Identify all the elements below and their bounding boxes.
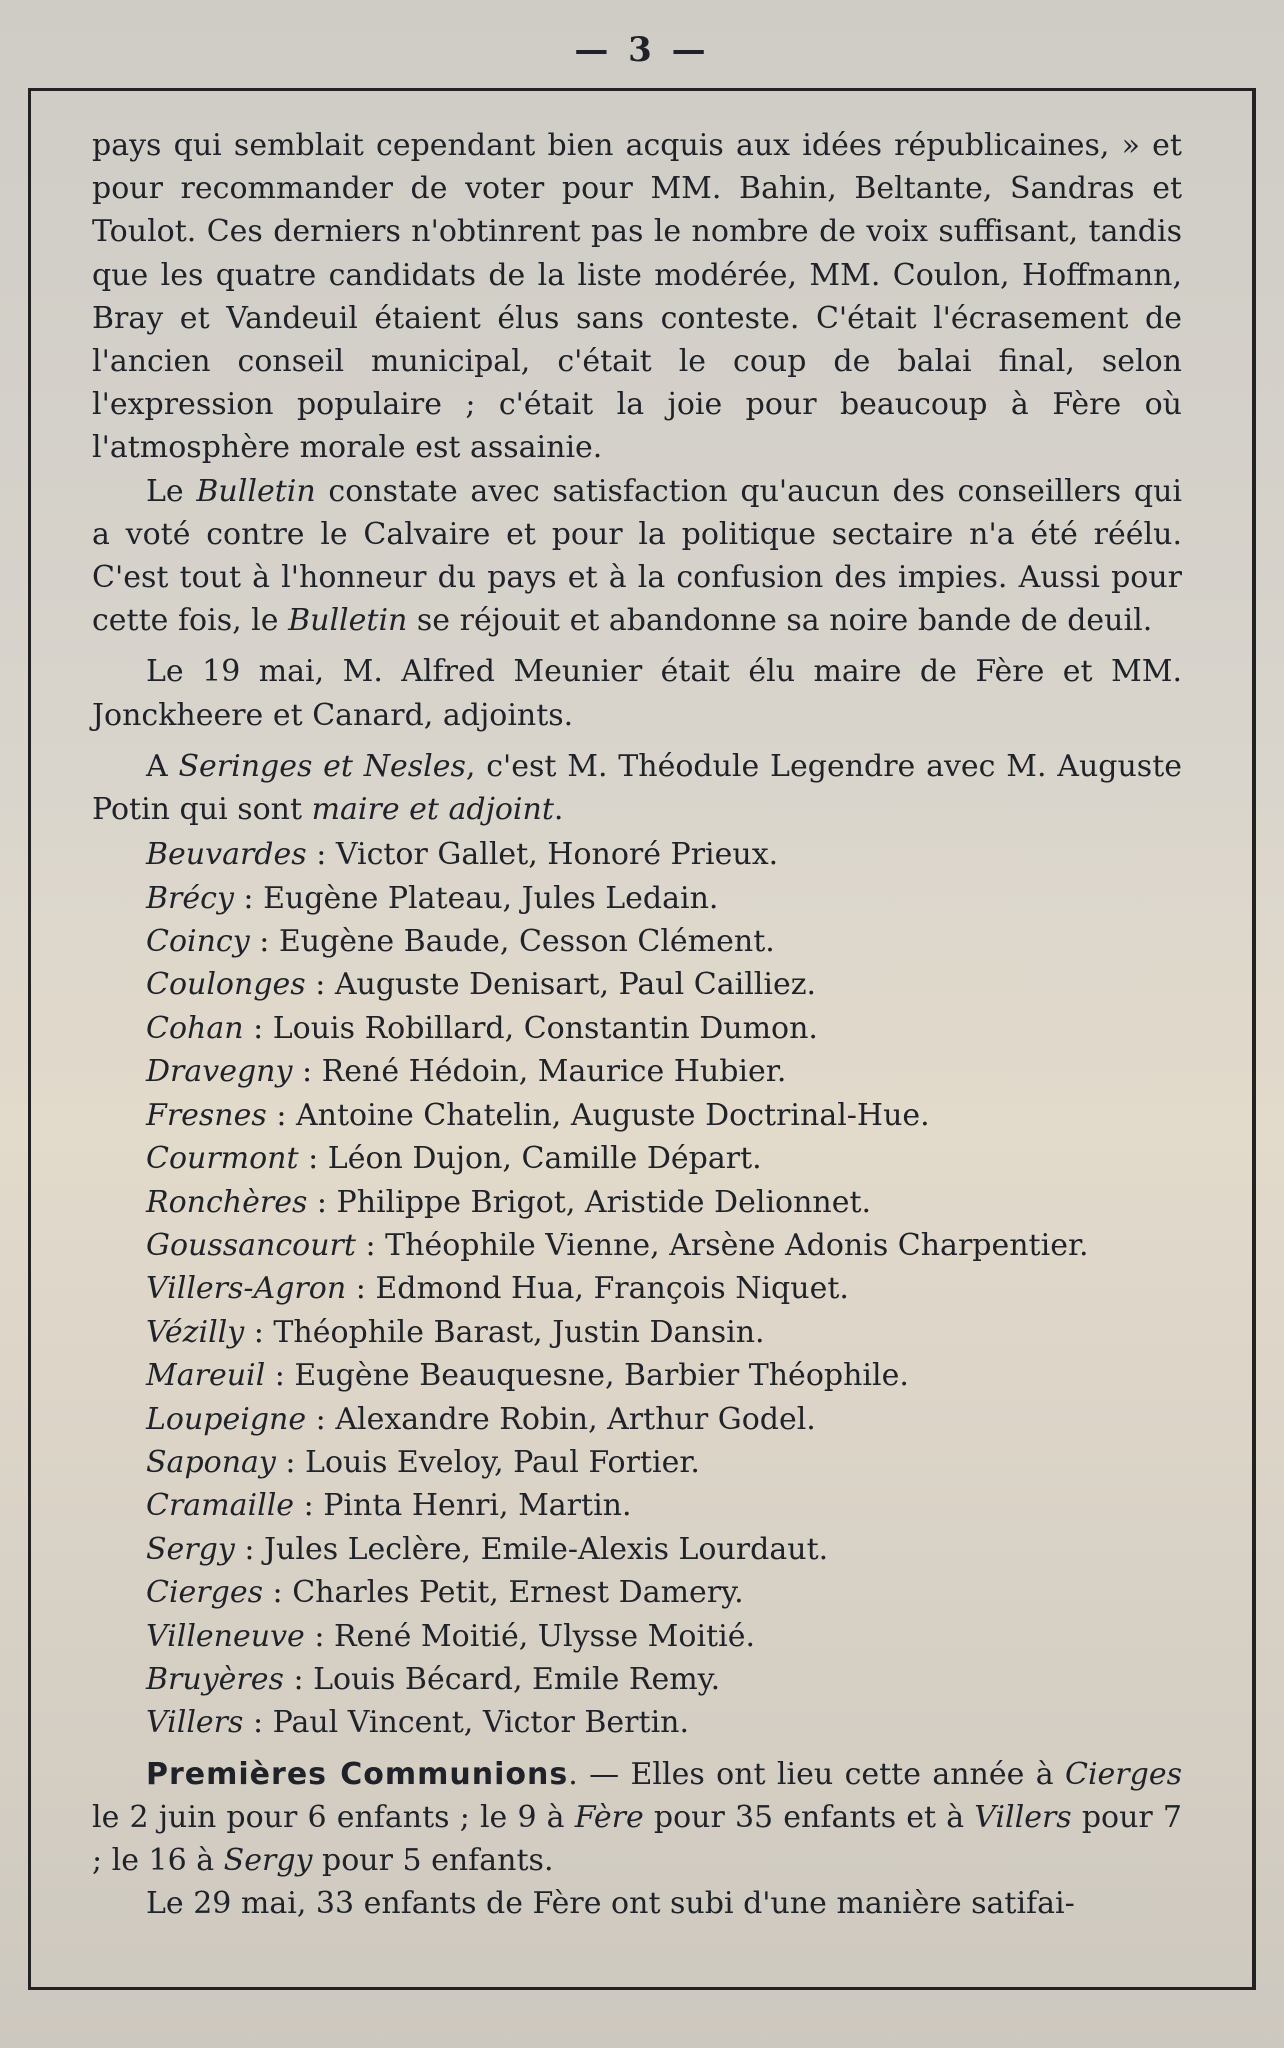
commune-name: Beuvardes <box>146 837 307 873</box>
separator: : <box>243 1010 273 1046</box>
commune-name: Goussancourt <box>146 1227 356 1263</box>
separator: : <box>298 1141 328 1177</box>
commune-name: Cierges <box>1065 1756 1182 1792</box>
separator: : <box>234 1531 264 1567</box>
commune-officials: René Hédoin, Maurice Hubier. <box>321 1054 787 1090</box>
commune-entry <box>146 1094 1182 1137</box>
commune-name: Bruyères <box>146 1661 284 1697</box>
commune-name: Fère <box>574 1799 644 1835</box>
commune-name: Villers <box>974 1799 1072 1835</box>
commune-entry <box>146 1398 1182 1441</box>
separator: : <box>275 1444 306 1480</box>
text-run: . — Elles ont lieu cette année à <box>568 1756 1065 1792</box>
commune-name: Cohan <box>146 1010 244 1046</box>
commune-entry <box>146 1050 1182 1093</box>
commune-entry <box>146 1181 1182 1224</box>
paragraph-mayor-fere: Le 19 mai, M. Alfred Meunier était élu maire de Fère et MM. Jonckheere et Canard, adjoints. <box>92 654 1182 733</box>
commune-name: Mareuil <box>146 1358 266 1394</box>
commune-officials: René Moitié, Ulysse Moitié. <box>333 1618 755 1654</box>
separator: : <box>306 837 336 873</box>
commune-name: Ronchères <box>146 1184 308 1220</box>
commune-officials: Philippe Brigot, Aristide Delionnet. <box>336 1184 872 1220</box>
commune-officials: Paul Vincent, Victor Bertin. <box>272 1705 690 1741</box>
commune-entry <box>146 1441 1182 1484</box>
commune-entry <box>146 1701 1182 1744</box>
commune-entry <box>146 1007 1182 1050</box>
commune-officials: Eugène Baude, Cesson Clément. <box>278 924 775 960</box>
page-body <box>92 124 1182 1926</box>
separator: : <box>283 1661 314 1697</box>
text-run: se réjouit et abandonne sa noire bande de deuil. <box>407 603 1153 639</box>
separator: : <box>355 1227 386 1263</box>
commune-officials: Théophile Barast, Justin Dansin. <box>273 1314 765 1350</box>
commune-name: Courmont <box>146 1141 299 1177</box>
commune-name: Coincy <box>146 924 250 960</box>
separator: : <box>346 1271 376 1307</box>
commune-entry <box>146 920 1182 963</box>
separator: : <box>233 880 264 916</box>
separator: : <box>244 1314 274 1350</box>
commune-name: Villers-Agron <box>146 1271 347 1307</box>
separator: : <box>305 967 335 1003</box>
commune-list <box>92 833 1182 1745</box>
page-number: — 3 — <box>574 30 710 70</box>
text-run: constate avec satisfaction qu'aucun des conseillers qui a voté contre le Calvaire et pour la politique sectaire n'a été réélu. C'est tout à l'honneur du pays et à la confusion des impies. Aussi pour cette fois, le <box>92 473 1182 639</box>
separator: : <box>306 1401 336 1437</box>
commune-name: Cierges <box>146 1575 263 1611</box>
commune-officials: Jules Leclère, Emile-Alexis Lourdaut. <box>264 1531 829 1567</box>
commune-entry <box>146 833 1182 876</box>
text-run: le 2 juin pour 6 enfants ; le 9 à <box>92 1799 575 1835</box>
text-run: pour 35 enfants et à <box>643 1799 975 1835</box>
commune-entry <box>146 1615 1182 1658</box>
commune-name: Coulonges <box>146 967 306 1003</box>
commune-officials: Louis Bécard, Emile Remy. <box>313 1661 721 1697</box>
paragraph-bulletin <box>92 470 1182 643</box>
text-run: A <box>146 748 179 784</box>
commune-name: Loupeigne <box>146 1401 307 1437</box>
role-text: maire et adjoint <box>311 792 554 828</box>
commune-officials: Louis Robillard, Constantin Dumon. <box>272 1010 818 1046</box>
commune-officials: Eugène Plateau, Jules Ledain. <box>263 880 719 916</box>
text-run: . <box>553 792 564 828</box>
bulletin-title: Bulletin <box>196 473 316 509</box>
separator: : <box>294 1488 324 1524</box>
commune-name: Brécy <box>146 880 234 916</box>
separator: : <box>292 1054 322 1090</box>
commune-name: Seringes et Nesles <box>178 748 466 784</box>
separator: : <box>304 1618 334 1654</box>
commune-entry <box>146 1528 1182 1571</box>
commune-officials: Théophile Vienne, Arsène Adonis Charpentier. <box>385 1227 1089 1263</box>
commune-entry <box>146 1224 1182 1267</box>
commune-entry <box>146 1267 1182 1310</box>
paragraph-election-result: pays qui semblait cependant bien acquis aux idées républicaines, » et pour recommander de voter pour MM. Bahin, Beltante, Sandras et Toulot. Ces derniers n'obtinrent pas le nombre de voix suffisant, tandis que les quatre candidats de la liste modérée, MM. Coulon, Hoffmann, Bray et Vandeuil étaient élus sans conteste. C'était l'écrasement de l'ancien conseil municipal, c'était le coup de balai final, selon l'expression populaire ; c'était la joie pour beaucoup à Fère où l'atmosphère morale est assainie. <box>92 128 1182 466</box>
separator: : <box>243 1705 273 1741</box>
commune-officials: Victor Gallet, Honoré Prieux. <box>335 837 779 873</box>
commune-entry <box>146 1311 1182 1354</box>
separator: : <box>266 1097 296 1133</box>
paragraph-last-line: Le 29 mai, 33 enfants de Fère ont subi d'une manière satifai- <box>146 1886 1075 1922</box>
commune-name: Sergy <box>146 1531 235 1567</box>
separator: : <box>249 924 279 960</box>
commune-name: Vézilly <box>146 1314 245 1350</box>
commune-officials: Charles Petit, Ernest Damery. <box>292 1575 744 1611</box>
paragraph-communions <box>92 1753 1182 1883</box>
section-heading: Premières Communions <box>146 1756 569 1792</box>
commune-entry <box>146 1571 1182 1614</box>
commune-entry <box>146 1354 1182 1397</box>
commune-name: Fresnes <box>146 1097 267 1133</box>
commune-officials: Edmond Hua, François Niquet. <box>375 1271 849 1307</box>
paragraph-seringes <box>92 745 1182 831</box>
commune-officials: Antoine Chatelin, Auguste Doctrinal-Hue. <box>295 1097 930 1133</box>
commune-name: Saponay <box>146 1444 276 1480</box>
commune-officials: Auguste Denisart, Paul Cailliez. <box>334 967 817 1003</box>
text-run: pour 7 ; le 16 à <box>92 1799 1182 1879</box>
commune-name: Sergy <box>223 1843 313 1879</box>
commune-officials: Louis Eveloy, Paul Fortier. <box>305 1444 700 1480</box>
commune-entry <box>146 877 1182 920</box>
text-run: , c'est M. Théodule Legendre avec M. Auguste Potin qui sont <box>92 748 1183 828</box>
commune-entry <box>146 1658 1182 1701</box>
separator: : <box>265 1358 295 1394</box>
commune-name: Cramaille <box>146 1488 295 1524</box>
commune-entry <box>146 1137 1182 1180</box>
commune-name: Dravegny <box>146 1054 293 1090</box>
text-run: pour 5 enfants. <box>312 1843 554 1879</box>
commune-officials: Pinta Henri, Martin. <box>323 1488 632 1524</box>
separator: : <box>263 1575 293 1611</box>
bulletin-title: Bulletin <box>288 603 408 639</box>
commune-officials: Alexandre Robin, Arthur Godel. <box>335 1401 816 1437</box>
commune-entry <box>146 963 1182 1006</box>
commune-name: Villers <box>146 1705 244 1741</box>
commune-entry <box>146 1484 1182 1527</box>
text-run: Le <box>146 473 197 509</box>
separator: : <box>307 1184 337 1220</box>
commune-officials: Eugène Beauquesne, Barbier Théophile. <box>294 1358 909 1394</box>
commune-officials: Léon Dujon, Camille Départ. <box>327 1141 762 1177</box>
commune-name: Villeneuve <box>146 1618 305 1654</box>
